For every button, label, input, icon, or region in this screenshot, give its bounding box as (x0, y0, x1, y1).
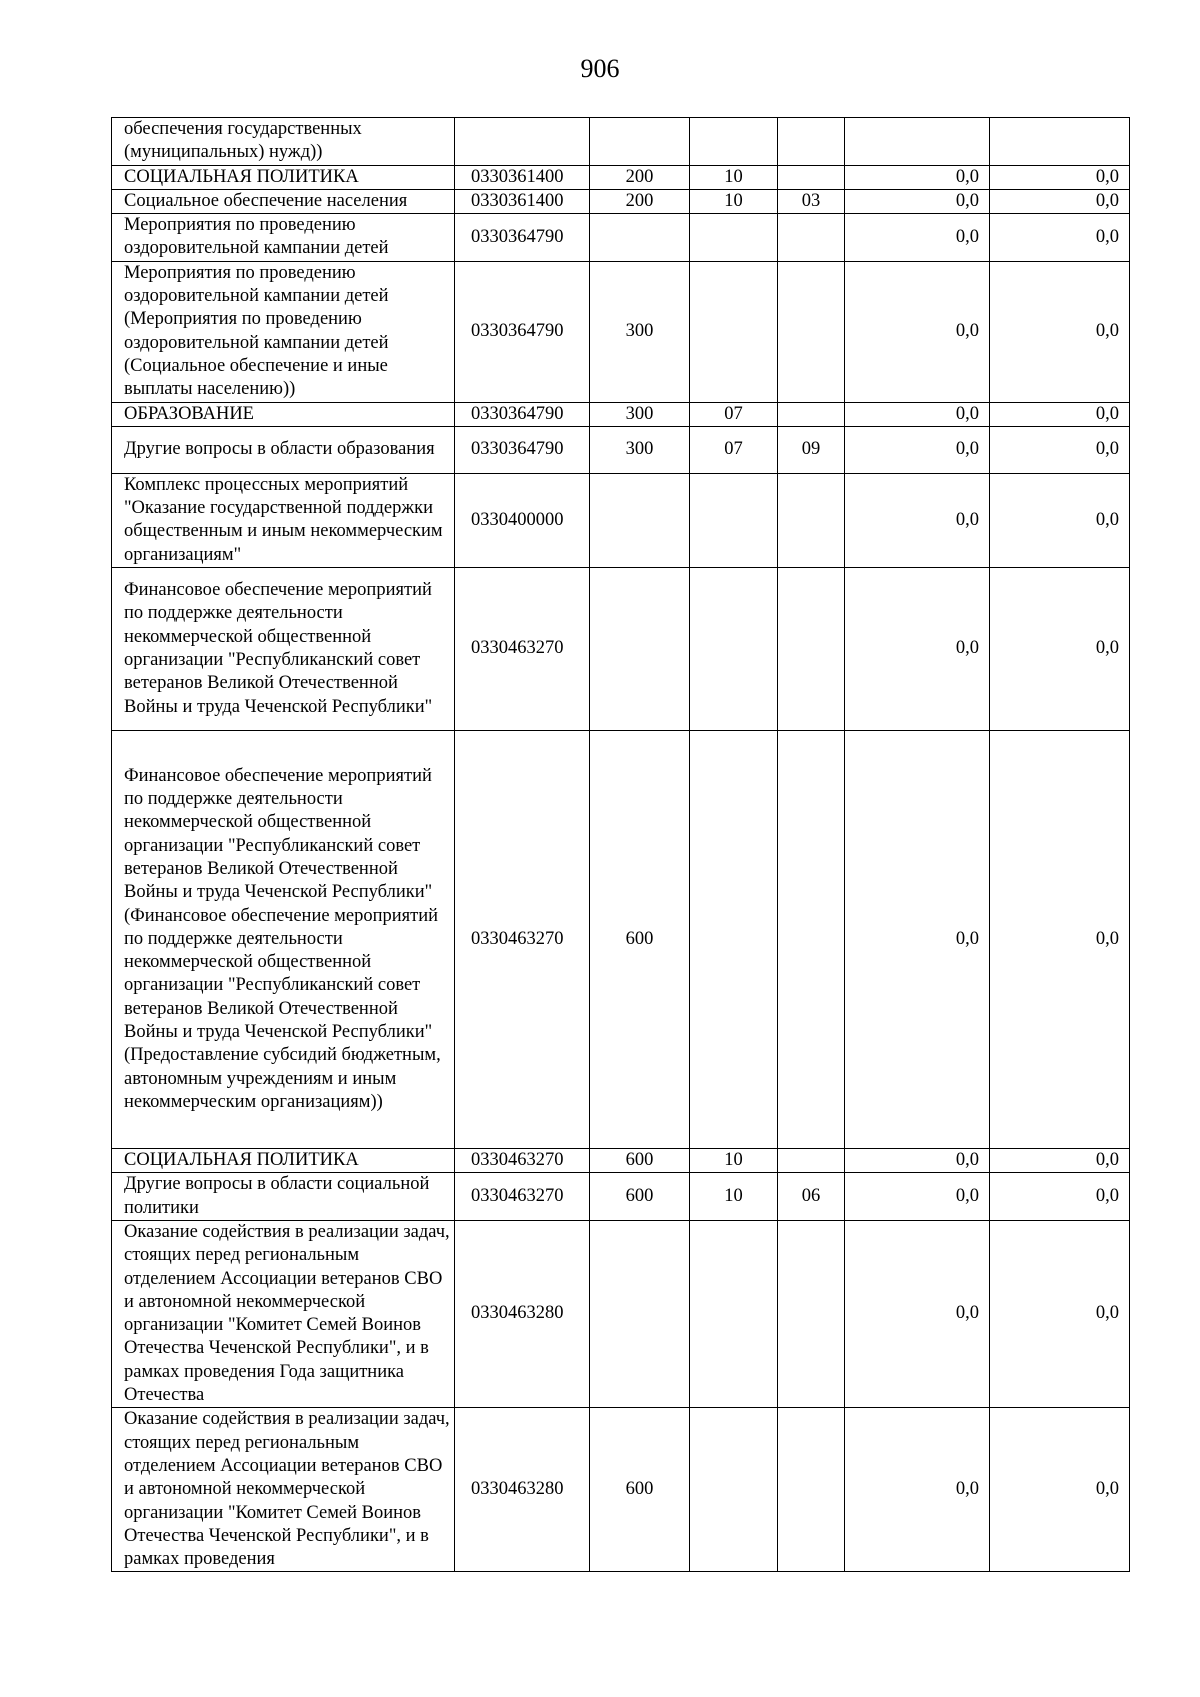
cell-expense-type: 600 (590, 1408, 690, 1572)
table-row (112, 1149, 1130, 1173)
cell-section: 10 (690, 1149, 778, 1173)
cell-amount-2: 0,0 (990, 1408, 1130, 1572)
cell-amount-1: 0,0 (845, 1149, 990, 1173)
cell-subsection (778, 165, 845, 189)
table-row (112, 731, 1130, 1149)
cell-section (690, 214, 778, 262)
cell-amount-1: 0,0 (845, 1220, 990, 1407)
cell-expense-type: 600 (590, 1149, 690, 1173)
cell-name: Мероприятия по проведению оздоровительной кампании детей (112, 214, 455, 262)
cell-amount-1: 0,0 (845, 165, 990, 189)
cell-amount-2: 0,0 (990, 261, 1130, 402)
cell-amount-1: 0,0 (845, 731, 990, 1149)
cell-name: Другие вопросы в области образования (112, 426, 455, 473)
cell-name: ОБРАЗОВАНИЕ (112, 402, 455, 426)
cell-amount-2: 0,0 (990, 189, 1130, 213)
cell-amount-2: 0,0 (990, 402, 1130, 426)
cell-name: Финансовое обеспечение мероприятий по поддержке деятельности некоммерческой общественной организации "Республиканский совет ветеранов Великой Отечественной Войны и труда Чеченской Республики" (Финансовое обеспечение мероприятий по поддержке деятельности некоммерческой общественной организации "Республиканский совет ветеранов Великой Отечественной Войны и труда Чеченской Республики" (Предоставление субсидий бюджетным, автономным учреждениям и иным некоммерческим организациям)) (112, 731, 455, 1149)
cell-amount-1: 0,0 (845, 568, 990, 731)
table-row (112, 165, 1130, 189)
cell-section: 10 (690, 165, 778, 189)
cell-subsection (778, 402, 845, 426)
cell-subsection (778, 1408, 845, 1572)
cell-section (690, 731, 778, 1149)
cell-expense-type: 600 (590, 1173, 690, 1221)
cell-amount-2: 0,0 (990, 473, 1130, 567)
cell-name: Социальное обеспечение населения (112, 189, 455, 213)
cell-name: СОЦИАЛЬНАЯ ПОЛИТИКА (112, 165, 455, 189)
cell-name: Финансовое обеспечение мероприятий по поддержке деятельности некоммерческой общественной организации "Республиканский совет ветеранов Великой Отечественной Войны и труда Чеченской Республики" (112, 568, 455, 731)
cell-amount-2: 0,0 (990, 1220, 1130, 1407)
cell-expense-type: 600 (590, 731, 690, 1149)
cell-name: обеспечения государственных (муниципальных) нужд)) (112, 118, 455, 166)
cell-subsection (778, 1220, 845, 1407)
cell-amount-1: 0,0 (845, 473, 990, 567)
cell-target-article: 0330364790 (455, 261, 590, 402)
cell-amount-1 (845, 118, 990, 166)
cell-target-article: 0330463280 (455, 1408, 590, 1572)
page-number: 906 (580, 54, 620, 83)
cell-section: 10 (690, 1173, 778, 1221)
cell-amount-1: 0,0 (845, 214, 990, 262)
cell-expense-type (590, 118, 690, 166)
cell-section (690, 568, 778, 731)
cell-target-article: 0330463270 (455, 731, 590, 1149)
cell-target-article: 0330463280 (455, 1220, 590, 1407)
cell-target-article: 0330364790 (455, 426, 590, 473)
cell-subsection (778, 731, 845, 1149)
cell-section: 10 (690, 189, 778, 213)
cell-expense-type (590, 1220, 690, 1407)
cell-subsection: 06 (778, 1173, 845, 1221)
cell-amount-2: 0,0 (990, 1149, 1130, 1173)
cell-target-article: 0330361400 (455, 165, 590, 189)
cell-subsection (778, 118, 845, 166)
cell-amount-2 (990, 118, 1130, 166)
table-row (112, 1408, 1130, 1572)
cell-name: Оказание содействия в реализации задач, стоящих перед региональным отделением Ассоциации ветеранов СВО и автономной некоммерческой организации "Комитет Семей Воинов Отечества Чеченской Республики", и в рамках проведения (112, 1408, 455, 1572)
cell-expense-type: 300 (590, 261, 690, 402)
cell-subsection: 03 (778, 189, 845, 213)
table-row (112, 261, 1130, 402)
cell-amount-1: 0,0 (845, 189, 990, 213)
cell-amount-1: 0,0 (845, 426, 990, 473)
table-body (112, 118, 1130, 1572)
cell-subsection (778, 214, 845, 262)
cell-section (690, 1220, 778, 1407)
cell-section: 07 (690, 426, 778, 473)
cell-name: Другие вопросы в области социальной политики (112, 1173, 455, 1221)
cell-amount-2: 0,0 (990, 214, 1130, 262)
cell-subsection (778, 1149, 845, 1173)
cell-section (690, 261, 778, 402)
table-row (112, 402, 1130, 426)
cell-name: Оказание содействия в реализации задач, стоящих перед региональным отделением Ассоциации ветеранов СВО и автономной некоммерческой организации "Комитет Семей Воинов Отечества Чеченской Республики", и в рамках проведения Года защитника Отечества (112, 1220, 455, 1407)
table-row (112, 426, 1130, 473)
cell-amount-2: 0,0 (990, 568, 1130, 731)
cell-amount-1: 0,0 (845, 402, 990, 426)
table-row (112, 1173, 1130, 1221)
cell-subsection (778, 261, 845, 402)
cell-expense-type: 200 (590, 189, 690, 213)
cell-expense-type (590, 473, 690, 567)
cell-target-article: 0330364790 (455, 402, 590, 426)
cell-subsection (778, 473, 845, 567)
cell-section: 07 (690, 402, 778, 426)
table-row (112, 189, 1130, 213)
cell-name: Комплекс процессных мероприятий "Оказание государственной поддержки общественным и иным некоммерческим организациям" (112, 473, 455, 567)
table-row (112, 118, 1130, 166)
cell-section (690, 473, 778, 567)
cell-name: Мероприятия по проведению оздоровительной кампании детей (Мероприятия по проведению оздоровительной кампании детей (Социальное обеспечение и иные выплаты населению)) (112, 261, 455, 402)
table-row (112, 568, 1130, 731)
cell-target-article (455, 118, 590, 166)
cell-expense-type: 300 (590, 426, 690, 473)
cell-section (690, 1408, 778, 1572)
budget-table (111, 117, 1130, 1572)
cell-target-article: 0330463270 (455, 1149, 590, 1173)
cell-target-article: 0330361400 (455, 189, 590, 213)
cell-target-article: 0330463270 (455, 568, 590, 731)
cell-amount-1: 0,0 (845, 1408, 990, 1572)
table-row (112, 214, 1130, 262)
cell-expense-type: 200 (590, 165, 690, 189)
cell-expense-type: 300 (590, 402, 690, 426)
table-row (112, 1220, 1130, 1407)
cell-target-article: 0330364790 (455, 214, 590, 262)
cell-target-article: 0330463270 (455, 1173, 590, 1221)
cell-target-article: 0330400000 (455, 473, 590, 567)
cell-name: СОЦИАЛЬНАЯ ПОЛИТИКА (112, 1149, 455, 1173)
cell-amount-2: 0,0 (990, 731, 1130, 1149)
cell-amount-2: 0,0 (990, 426, 1130, 473)
cell-amount-2: 0,0 (990, 1173, 1130, 1221)
cell-subsection: 09 (778, 426, 845, 473)
cell-amount-1: 0,0 (845, 261, 990, 402)
cell-expense-type (590, 214, 690, 262)
cell-amount-1: 0,0 (845, 1173, 990, 1221)
cell-section (690, 118, 778, 166)
cell-expense-type (590, 568, 690, 731)
cell-amount-2: 0,0 (990, 165, 1130, 189)
table-row (112, 473, 1130, 567)
cell-subsection (778, 568, 845, 731)
